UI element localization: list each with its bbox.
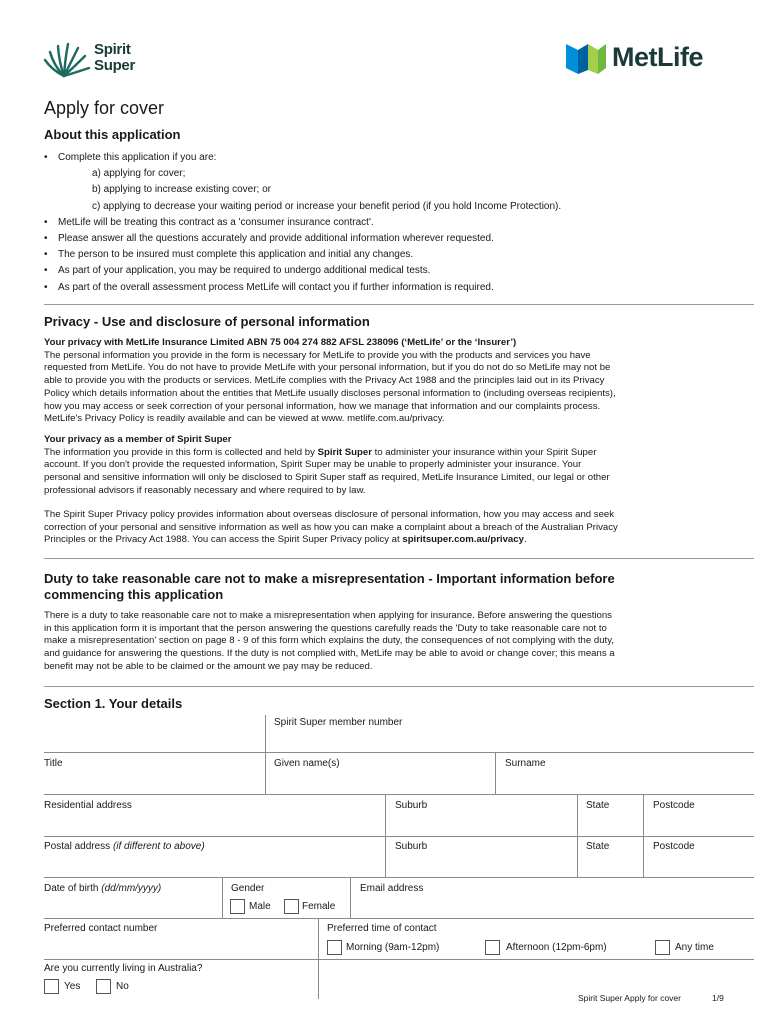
given-names-label: Given name(s)	[274, 758, 340, 769]
australia-yes-checkbox[interactable]	[44, 979, 59, 994]
residential-suburb-label: Suburb	[395, 800, 428, 811]
gender-male-checkbox[interactable]	[230, 899, 245, 914]
list-subitem: a) applying for cover;	[92, 168, 186, 180]
member-number-field[interactable]	[270, 732, 754, 752]
metlife-logo	[566, 40, 726, 76]
divider	[44, 304, 754, 305]
gender-female-checkbox[interactable]	[284, 899, 299, 914]
australia-no-label: No	[116, 981, 129, 992]
footer-page-number: 1/9	[712, 993, 724, 1003]
given-names-field[interactable]	[270, 772, 492, 794]
metlife-m-icon	[566, 40, 606, 74]
privacy-spirit-subheading: Your privacy as a member of Spirit Super	[44, 434, 232, 445]
list-item: • Complete this application if you are:	[44, 152, 217, 163]
postal-state-field[interactable]	[582, 855, 640, 877]
list-subitem: b) applying to increase existing cover; or	[92, 184, 271, 196]
postal-suburb-field[interactable]	[390, 855, 574, 877]
afternoon-label: Afternoon (12pm-6pm)	[506, 942, 607, 953]
any-time-checkbox[interactable]	[655, 940, 670, 955]
residential-suburb-field[interactable]	[390, 814, 574, 836]
spirit-super-logo	[42, 40, 152, 80]
residential-address-label: Residential address	[44, 800, 132, 811]
divider	[44, 686, 754, 687]
list-item: • Please answer all the questions accurately and provide additional information wherever requested.	[44, 233, 494, 245]
surname-field[interactable]	[500, 772, 754, 794]
list-item: • As part of your application, you may be required to undergo additional medical tests.	[44, 265, 431, 277]
afternoon-checkbox[interactable]	[485, 940, 500, 955]
list-item: • As part of the overall assessment process MetLife will contact you if further information is required.	[44, 281, 494, 293]
title-field[interactable]	[44, 772, 264, 794]
email-label: Email address	[360, 883, 424, 894]
morning-checkbox[interactable]	[327, 940, 342, 955]
gender-female-label: Female	[302, 901, 336, 912]
section1-heading: Section 1. Your details	[44, 696, 183, 711]
duty-text: There is a duty to take reasonable care not to make a misrepresentation when applying for insurance. Before answering the questions in this application form it is important that the person answering the questions carefully reads the 'Duty to take reasonable care not to make a misrepresentation' section on page 8 - 9 of this form which explains the duty, the consequences of not complying with the duty, and guidance for answering the questions. If the duty is not complied with, MetLife may be able to avoid or change cover; this means a benefit may not be able to be claimed or the amount we pay may be reduced.	[44, 610, 615, 672]
residential-postcode-field[interactable]	[648, 814, 754, 836]
gender-male-label: Male	[249, 901, 271, 912]
email-field[interactable]	[355, 897, 754, 918]
postal-postcode-label: Postcode	[653, 841, 695, 852]
about-heading: About this application	[44, 127, 181, 142]
preferred-number-label: Preferred contact number	[44, 923, 158, 934]
footer-document-name: Spirit Super Apply for cover	[578, 993, 681, 1003]
duty-heading: Duty to take reasonable care not to make a misrepresentation - Important information before commencing this application	[44, 571, 615, 602]
surname-label: Surname	[505, 758, 546, 769]
dob-label: Date of birth (dd/mm/yyyy)	[44, 883, 162, 894]
privacy-policy-text: The Spirit Super Privacy policy provides information about overseas disclosure of personal information, how you may access and seek correction of your personal and sensitive information as well as how you can make a complaint about a breach of the Australian Privacy Principles or the Privacy Act 1988. You can access the Spirit Super Privacy policy at spiritsuper.com.au/privacy.	[44, 509, 618, 546]
postal-address-label: Postal address (if different to above)	[44, 841, 205, 852]
list-item: • The person to be insured must complete this application and initial any changes.	[44, 249, 414, 261]
residential-state-field[interactable]	[582, 814, 640, 836]
page-title: Apply for cover	[44, 98, 165, 118]
any-time-label: Any time	[675, 942, 714, 953]
residential-address-field[interactable]	[44, 814, 384, 836]
postal-state-label: State	[586, 841, 610, 852]
member-number-label: Spirit Super member number	[274, 717, 403, 728]
residential-state-label: State	[586, 800, 610, 811]
australia-yes-label: Yes	[64, 981, 81, 992]
spirit-super-wordmark: Spirit Super	[94, 41, 136, 74]
privacy-spirit-text: Your privacy as a member of Spirit Super The information you provide in this form is collected and held by Spirit Super to administer your insurance within your Spirit Super account. If you don't provide the requested information, Spirit Super may be unable to properly administer your insurance. Your personal and sensitive information will only be disclosed to Spirit Super staff as required, MetLife Insurance Limited, our legal or other professional advisors if reasonably necessary and where required to by law.	[44, 434, 756, 498]
postal-postcode-field[interactable]	[648, 855, 754, 877]
privacy-policy-link[interactable]: spiritsuper.com.au/privacy	[402, 534, 524, 546]
list-subitem: c) applying to decrease your waiting period or increase your benefit period (if you hold Income Protection).	[92, 200, 562, 212]
privacy-metlife-text: Your privacy with MetLife Insurance Limited ABN 75 004 274 882 AFSL 238096 (‘MetLife’ or the ‘Insurer’) The personal information you provide in the form is necessary for MetLife to provide you with the products and services you have requested from MetLife. You do not have to provide MetLife with your personal information, but if you do not do so MetLife may not be able to provide you with the products or services. MetLife complies with the Privacy Act 1988 and the principles laid out in its Privacy Policy which details information about the entities that MetLife usually discloses personal information to (including overseas recipients), how you may access or seek correction of your personal information, how we manage that information and our complaints process. MetLife's Privacy Policy is readily available and can be viewed at www. metlife.com.au/privacy.	[44, 337, 756, 426]
divider	[44, 558, 754, 559]
australia-no-checkbox[interactable]	[96, 979, 111, 994]
title-label: Title	[44, 758, 63, 769]
postal-address-field[interactable]	[44, 855, 384, 877]
about-list	[44, 150, 744, 296]
dob-field[interactable]	[44, 897, 219, 919]
postal-suburb-label: Suburb	[395, 841, 428, 852]
australia-question-label: Are you currently living in Australia?	[44, 963, 203, 974]
gender-label: Gender	[231, 883, 265, 894]
metlife-wordmark: MetLife	[612, 42, 703, 72]
spirit-super-fan-icon	[42, 40, 92, 80]
residential-postcode-label: Postcode	[653, 800, 695, 811]
morning-label: Morning (9am-12pm)	[346, 942, 440, 953]
privacy-heading: Privacy - Use and disclosure of personal information	[44, 314, 370, 329]
preferred-time-label: Preferred time of contact	[327, 923, 437, 934]
list-item: • MetLife will be treating this contract as a 'consumer insurance contract'.	[44, 216, 374, 228]
privacy-metlife-subheading: Your privacy with MetLife Insurance Limited ABN 75 004 274 882 AFSL 238096 (‘MetLife’ or the ‘Insurer’)	[44, 337, 517, 348]
preferred-number-field[interactable]	[44, 937, 314, 959]
